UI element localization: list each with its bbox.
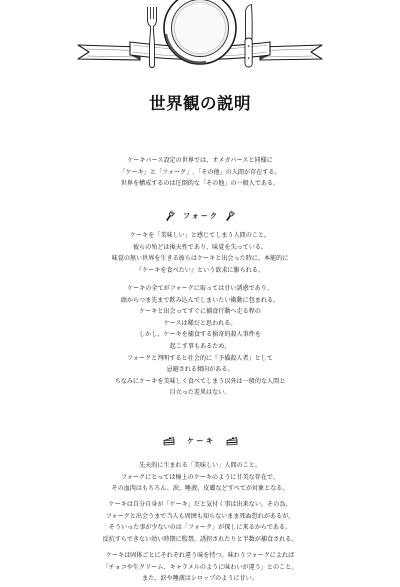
text-line: ケーキと出会ってすぐに捕食行動へ走る程の xyxy=(139,308,261,316)
text-line: ちなみにケーキを美味しく食べてしまう以外は一般的な人間と xyxy=(114,377,286,385)
text-line: フォークにとっては極上のケーキのように甘美な存在で、 xyxy=(121,473,279,481)
cake-paragraph xyxy=(0,460,400,495)
section-heading-cake xyxy=(0,435,400,447)
text-line: ケーキを「美味しい」と感じてしまう人間のこと。 xyxy=(129,232,271,239)
text-line: 彼らの殆どは後天性であり、味覚を失っている。 xyxy=(132,243,268,251)
text-line: 反抗すらできない幼い時期に監禁、誘拐されたりと半数が捕食される。 xyxy=(102,535,298,543)
fork-paragraph xyxy=(0,283,400,399)
fork-icon xyxy=(225,210,235,222)
section-heading-label: フォーク xyxy=(183,212,219,220)
header-illustration xyxy=(0,0,400,75)
text-line: しかし、ケーキを捕食する猟奇的殺人事件を xyxy=(139,331,261,339)
section-heading-label: ケーキ xyxy=(187,437,216,445)
text-line: ケーキは固体ごとにそれぞれ違う味を持つ。味わうフォークによれば xyxy=(105,552,295,559)
section-heading-fork xyxy=(0,210,400,222)
text-line: 味覚の無い世界を生きる彼らはケーキと出会った時に、本能的に xyxy=(111,255,289,263)
text-line: ケーキは自分自身が「ケーキ」だと気付く事は出来ない。その為、 xyxy=(108,501,292,508)
text-line: 「チョコや生クリーム、キャラメルのように味わいが違う」とのこと。 xyxy=(102,563,298,571)
text-line: 起こす事もあるため、 xyxy=(169,342,231,350)
knife-icon xyxy=(245,5,252,68)
text-line: 忌避される傾向がある。 xyxy=(166,366,234,374)
text-line: 目立った差異はない。 xyxy=(169,389,231,397)
intro-paragraph xyxy=(0,155,400,190)
text-line: 頭からつま先まで飲み込んでしまいたい衝動に包まれる。 xyxy=(120,296,280,304)
text-line: ケーキの全てがフォークに取っては甘い誘惑であり、 xyxy=(127,285,273,292)
text-line: ケースは稀だと思われる。 xyxy=(163,319,237,327)
page-title: 世界観の説明 xyxy=(149,94,251,113)
cake-paragraph xyxy=(0,550,400,585)
text-line: 『ケーキを食べたい』という欲求に駆られる。 xyxy=(136,266,264,274)
intro-line: 「ケーキ」と「フォーク」､「その他」の人間が存在する。 xyxy=(119,168,281,176)
cake-paragraph xyxy=(0,499,400,545)
text-line: 先天的に生まれる「美味しい」人間のこと。 xyxy=(139,462,261,469)
text-line: フォークと出会うまで当人も周囲も知らないまま死ぬ恐れがあるが、 xyxy=(105,512,295,520)
cake-slice-icon xyxy=(226,436,238,446)
fork-icon xyxy=(165,210,175,222)
text-line: そういった事が少ないのは「フォーク」が探しに来るからである。 xyxy=(108,524,292,532)
text-line: その血肉はもちろん、涙、唾液、皮膚などすべてが対象となる。 xyxy=(111,485,289,493)
intro-line: 世界を構成するのは圧倒的な「その他」の一般人である。 xyxy=(120,180,280,188)
intro-line: ケーキバース設定の世界では、オメガバースと同様に xyxy=(127,157,273,164)
text-line: フォークと判明すると社会的に『予備殺人者』として xyxy=(127,354,273,362)
text-line: また、涙や唾液はシロップのように甘い。 xyxy=(142,575,258,583)
cake-slice-icon xyxy=(163,436,175,446)
fork-paragraph xyxy=(0,230,400,276)
fork-icon xyxy=(148,7,157,68)
plate-icon xyxy=(164,0,236,64)
